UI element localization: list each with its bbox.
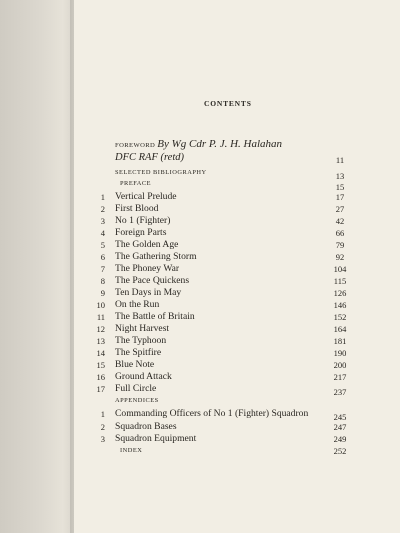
toc-entry-title: The Gathering Storm <box>115 251 197 262</box>
toc-entry-page: 15 <box>335 182 345 192</box>
toc-entry-title: Ground Attack <box>115 371 172 382</box>
toc-entry-page: 249 <box>333 434 347 444</box>
toc-entry-page: 200 <box>333 360 347 370</box>
toc-entry-page: 245 <box>333 412 347 422</box>
toc-entry-title: On the Run <box>115 299 160 310</box>
toc-entry-page: 27 <box>335 204 345 214</box>
toc-entry-page: 11 <box>335 155 345 165</box>
toc-entry-number: 3 <box>100 434 105 444</box>
toc-entry-title: PREFACE <box>120 180 152 187</box>
toc-entry-number: 17 <box>96 384 105 394</box>
toc-entry-number: 3 <box>100 216 105 226</box>
toc-entry <box>0 177 400 191</box>
toc-entry-title: Foreign Parts <box>115 227 167 238</box>
toc-entry-title: Commanding Officers of No 1 (Fighter) Squadron <box>115 408 309 419</box>
toc-entry-number: 9 <box>100 288 105 298</box>
toc-entry-number: 2 <box>100 422 105 432</box>
toc-entry-title: The Spitfire <box>115 347 162 358</box>
toc-entry <box>0 151 400 165</box>
toc-entry-title: No 1 (Fighter) <box>115 215 171 226</box>
toc-entry-number: 4 <box>100 228 105 238</box>
toc-entry-number: 11 <box>96 312 105 322</box>
toc-entry-title: Ten Days in May <box>115 287 182 298</box>
toc-entry-page: 217 <box>333 372 347 382</box>
toc-entry-title: The Typhoon <box>115 335 167 346</box>
toc-entry-title: First Blood <box>115 203 159 214</box>
toc-entry-number: 7 <box>100 264 105 274</box>
foreword-author: By Wg Cdr P. J. H. Halahan <box>157 138 283 150</box>
toc-entry-title: Night Harvest <box>115 323 170 334</box>
toc-entry-page: 146 <box>333 300 347 310</box>
toc-entry-title: Squadron Equipment <box>115 433 197 444</box>
toc-entry <box>0 407 400 421</box>
toc-entry-number: 6 <box>100 252 105 262</box>
toc-entry <box>0 394 400 408</box>
toc-entry-number: 8 <box>100 276 105 286</box>
toc-entry-number: 2 <box>100 204 105 214</box>
toc-entry-page: 13 <box>335 171 345 181</box>
toc-entry-page: 79 <box>335 240 345 250</box>
toc-entry-title: APPENDICES <box>115 397 159 404</box>
toc-entry-title: Full Circle <box>115 383 157 394</box>
toc-entry-page: 247 <box>333 422 347 432</box>
toc-entry-page: 164 <box>333 324 347 334</box>
contents-heading: CONTENTS <box>204 99 252 108</box>
toc-entry-title: Squadron Bases <box>115 421 177 432</box>
toc-entry-number: 1 <box>100 409 105 419</box>
toc-entry-title: SELECTED BIBLIOGRAPHY <box>115 169 207 176</box>
toc-entry-page: 17 <box>335 192 345 202</box>
toc-entry-number: 15 <box>96 360 105 370</box>
toc-entry-number: 13 <box>96 336 105 346</box>
toc-entry-title: DFC RAF (retd) <box>115 152 185 163</box>
toc-entry <box>0 137 400 151</box>
toc-entry-page: 252 <box>333 446 347 456</box>
toc-entry-title: The Golden Age <box>115 239 179 250</box>
toc-entry-number: 1 <box>100 192 105 202</box>
toc-entry-page: 92 <box>335 252 345 262</box>
toc-entry-title: The Battle of Britain <box>115 311 195 322</box>
toc-entry-page: 126 <box>333 288 347 298</box>
toc-entry-page: 237 <box>333 387 347 397</box>
toc-entry-page: 152 <box>333 312 347 322</box>
toc-entry-number: 5 <box>100 240 105 250</box>
toc-entry-page: 190 <box>333 348 347 358</box>
toc-entry-number: 14 <box>96 348 105 358</box>
toc-entry-title: Blue Note <box>115 359 155 370</box>
toc-entry-title: The Pace Quickens <box>115 275 190 286</box>
toc-entry-number: 12 <box>96 324 105 334</box>
toc-entry-number: 16 <box>96 372 105 382</box>
toc-entry <box>0 444 400 458</box>
toc-entry-number: 10 <box>96 300 105 310</box>
foreword-label: FOREWORD <box>115 142 156 149</box>
toc-entry-page: 42 <box>335 216 345 226</box>
toc-entry-title: The Phoney War <box>115 263 180 274</box>
toc-entry-page: 181 <box>333 336 347 346</box>
toc-entry-title: INDEX <box>120 447 143 454</box>
toc-entry-title: Vertical Prelude <box>115 191 177 202</box>
toc-entry-page: 104 <box>333 264 347 274</box>
toc-entry-page: 115 <box>333 276 347 286</box>
toc-entry-page: 66 <box>335 228 345 238</box>
